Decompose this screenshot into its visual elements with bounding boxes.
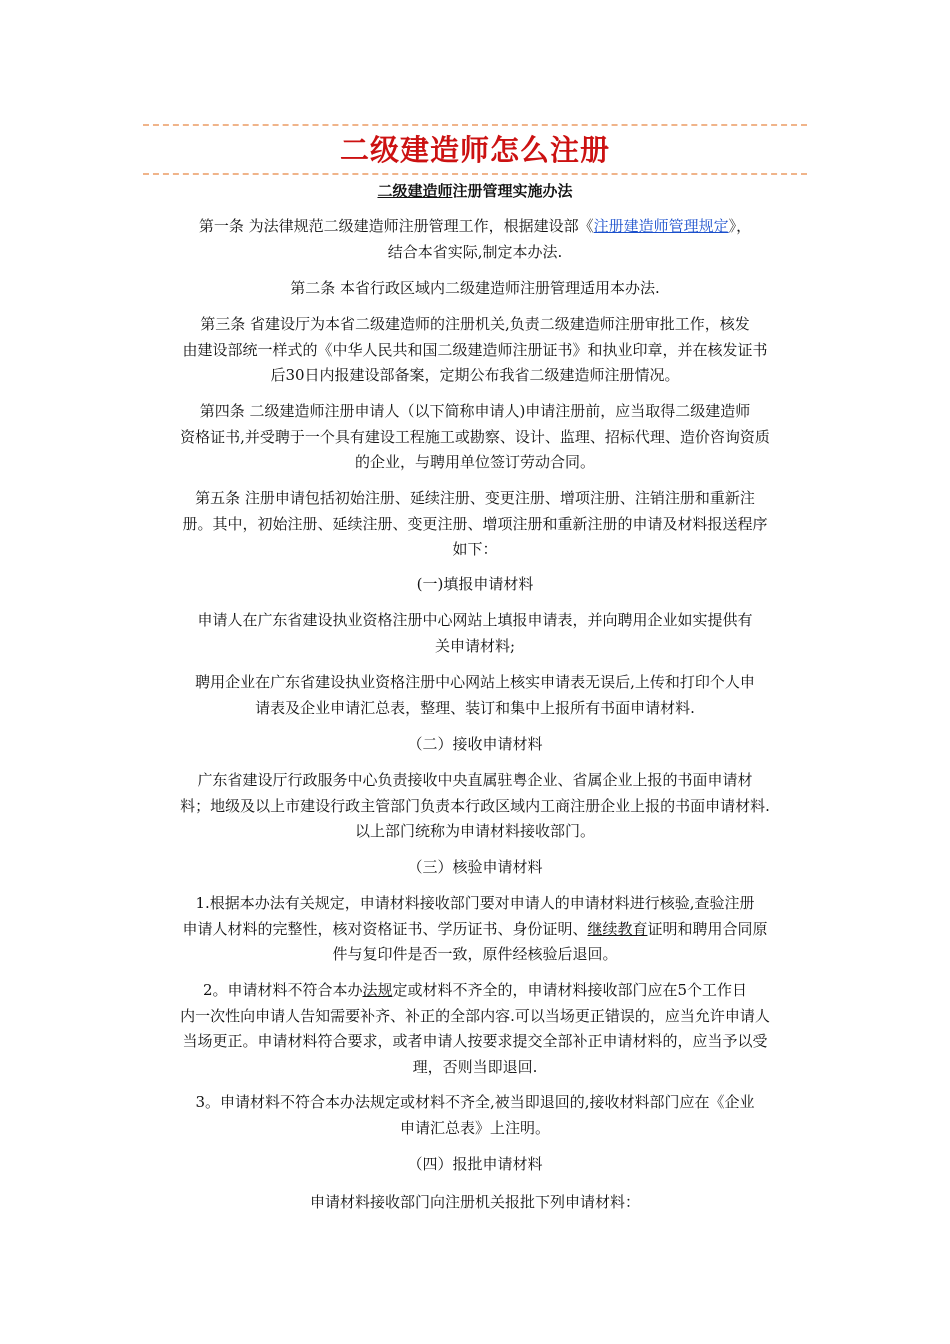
verify-item-1-line1: 1.根据本办法有关规定，申请材料接收部门要对申请人的申请材料进行核验,查验注册 <box>195 894 755 912</box>
article-3-line1: 第三条 省建设厅为本省二级建造师的注册机关,负责二级建造师注册审批工作，核发 <box>200 315 750 333</box>
verify-item-2-line4: 理，否则当即退回. <box>412 1057 538 1076</box>
step-receive <box>143 768 807 845</box>
section-heading-3: （三）核验申请材料 <box>407 858 543 876</box>
verify-item-3 <box>143 1090 807 1141</box>
regulation-link[interactable]: 注册建造师管理规定 <box>593 217 729 235</box>
step-receive-line1: 广东省建设厅行政服务中心负责接收中央直属驻粤企业、省属企业上报的书面申请材 <box>197 771 753 789</box>
title-top-divider <box>143 124 807 126</box>
section-heading-4: （四）报批申请材料 <box>407 1155 543 1173</box>
verify-item-2-line2: 内一次性向申请人告知需要补齐、补正的全部内容.可以当场更正错误的，应当允许申请人 <box>180 1006 770 1025</box>
article-1-text-end: 》， <box>728 217 752 235</box>
verify-item-2-text-end: 定或材料不齐全的，申请材料接收部门应在5个工作日 <box>392 981 748 999</box>
article-3-line2: 由建设部统一样式的《中华人民共和国二级建造师注册证书》和执业印章，并在核发证书 <box>182 340 768 359</box>
article-1-text: 第一条 为法律规范二级建造师注册管理工作，根据建设部《 <box>198 217 594 235</box>
step-fill-form <box>143 608 807 659</box>
step-receive-line2: 料；地级及以上市建设行政主管部门负责本行政区域内工商注册企业上报的书面申请材料. <box>180 796 770 815</box>
verify-item-3-line1: 3。申请材料不符合本办法规定或材料不齐全,被当即退回的,接收材料部门应在《企业 <box>195 1093 755 1111</box>
continuing-education-link[interactable]: 继续教育 <box>587 919 648 938</box>
step-receive-line3: 以上部门统称为申请材料接收部门。 <box>354 822 595 840</box>
article-5 <box>143 486 807 563</box>
verify-item-1 <box>143 891 807 968</box>
submit-materials: 申请材料接收部门向注册机关报批下列申请材料： <box>309 1193 640 1211</box>
step-fill-form-line1: 申请人在广东省建设执业资格注册中心网站上填报申请表，并向聘用企业如实提供有 <box>197 611 753 629</box>
subtitle-text: 注册管理实施办法 <box>452 182 573 200</box>
verify-item-2 <box>143 978 807 1080</box>
article-4-line2: 资格证书,并受聘于一个具有建设工程施工或勘察、设计、监理、招标代理、造价咨询资质 <box>180 427 770 446</box>
title-bottom-divider <box>143 173 807 175</box>
article-1-line2: 结合本省实际,制定本办法. <box>387 242 563 261</box>
step-company-verify-line2: 请表及企业申请汇总表，整理、装订和集中上报所有书面申请材料. <box>255 698 695 717</box>
step-company-verify-line1: 聘用企业在广东省建设执业资格注册中心网站上核实申请表无误后,上传和打印个人申 <box>195 673 755 691</box>
article-1 <box>143 214 807 265</box>
section-heading-2: （二）接收申请材料 <box>407 735 543 753</box>
step-company-verify <box>143 670 807 721</box>
verify-item-2-text: 2。申请材料不符合本办 <box>202 981 363 999</box>
document-subtitle <box>143 180 807 201</box>
article-4-line3: 的企业，与聘用单位签订劳动合同。 <box>354 453 595 471</box>
verify-item-2-line3: 当场更正。申请材料符合要求，或者申请人按要求提交全部补正申请材料的，应当予以受 <box>182 1032 768 1050</box>
article-5-line1: 第五条 注册申请包括初始注册、延续注册、变更注册、增项注册、注销注册和重新注 <box>195 489 755 507</box>
regulations-link[interactable]: 法规 <box>362 981 393 999</box>
verify-item-1-line2: 申请人材料的完整性，核对资格证书、学历证书、身份证明、 <box>182 919 588 938</box>
article-2: 第二条 本省行政区域内二级建造师注册管理适用本办法. <box>290 279 660 297</box>
section-heading-1: (一)填报申请材料 <box>416 575 534 593</box>
article-4 <box>143 399 807 476</box>
article-5-line3: 如下： <box>452 540 498 558</box>
article-3-line3: 后30日内报建设部备案，定期公布我省二级建造师注册情况。 <box>270 366 680 384</box>
article-4-line1: 第四条 二级建造师注册申请人（以下简称申请人)申请注册前，应当取得二级建造师 <box>199 402 751 420</box>
verify-item-1-line2-end: 证明和聘用合同原 <box>647 919 768 938</box>
subtitle-link[interactable]: 二级建造师 <box>377 182 453 200</box>
page-title: 二级建造师怎么注册 <box>339 133 610 167</box>
step-fill-form-line2: 关申请材料; <box>434 636 516 655</box>
verify-item-1-line3: 件与复印件是否一致，原件经核验后退回。 <box>332 945 618 963</box>
article-5-line2: 册。其中，初始注册、延续注册、变更注册、增项注册和重新注册的申请及材料报送程序 <box>182 514 768 533</box>
verify-item-3-line2: 申请汇总表》上注明。 <box>399 1118 550 1137</box>
article-3 <box>143 312 807 389</box>
